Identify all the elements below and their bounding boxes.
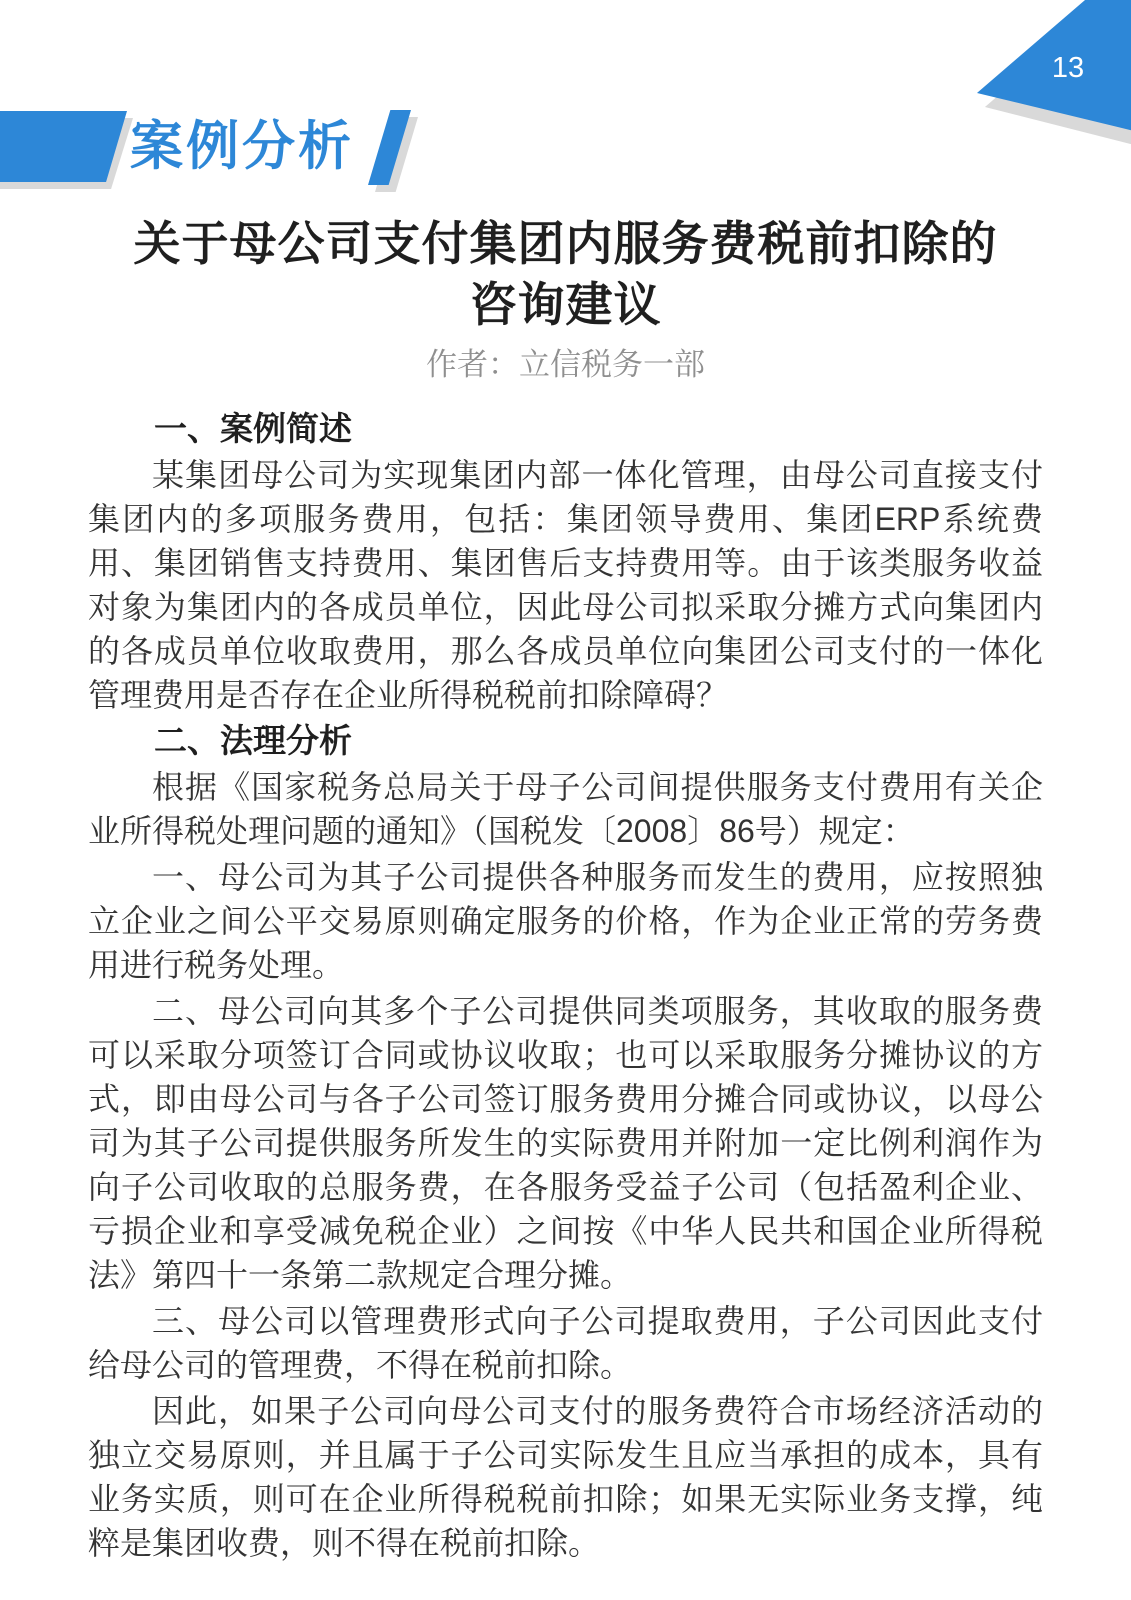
paragraph: 根据《国家税务总局关于母子公司间提供服务支付费用有关企业所得税处理问题的通知》（国税发〔2008〕86号）规定：	[88, 769, 1043, 849]
article	[88, 213, 1043, 1567]
page-number: 13	[1051, 52, 1085, 84]
document-title-line-1: 关于母公司支付集团内服务费税前扣除的	[133, 217, 998, 270]
paragraph: 一、母公司为其子公司提供各种服务而发生的费用，应按照独立企业之间公平交易原则确定服务的价格，作为企业正常的劳务费用进行税务处理。	[88, 859, 1043, 983]
paragraph: 某集团母公司为实现集团内部一体化管理，由母公司直接支付集团内的多项服务费用，包括：集团领导费用、集团ERP系统费用、集团销售支持费用、集团售后支持费用等。由于该类服务收益对象为集团内的各成员单位，因此母公司拟采取分摊方式向集团内的各成员单位收取费用，那么各成员单位向集团公司支付的一体化管理费用是否存在企业所得税税前扣除障碍？	[88, 457, 1043, 713]
section-heading-1: 一、案例简述	[154, 410, 352, 447]
document-title-line-2: 咨询建议	[469, 278, 662, 331]
document-title	[88, 213, 1043, 335]
author-line: 作者：立信税务一部	[426, 347, 705, 382]
paragraph: 二、母公司向其多个子公司提供同类项服务，其收取的服务费可以采取分项签订合同或协议收取；也可以采取服务分摊协议的方式，即由母公司与各子公司签订服务费用分摊合同或协议，以母公司为其子公司提供服务所发生的实际费用并附加一定比例利润作为向子公司收取的总服务费，在各服务受益子公司（包括盈利企业、亏损企业和享受减免税企业）之间按《中华人民共和国企业所得税法》第四十一条第二款规定合理分摊。	[88, 993, 1043, 1293]
banner-left-block	[0, 111, 127, 182]
article-body	[88, 407, 1043, 1565]
corner-page-number-banner	[950, 0, 1131, 155]
paragraph: 三、母公司以管理费形式向子公司提取费用，子公司因此支付给母公司的管理费，不得在税前扣除。	[88, 1303, 1043, 1383]
paragraph: 因此，如果子公司向母公司支付的服务费符合市场经济活动的独立交易原则，并且属于子公司实际发生且应当承担的成本，具有业务实质，则可在企业所得税税前扣除；如果无实际业务支撑，纯粹是集团收费，则不得在税前扣除。	[88, 1393, 1043, 1561]
section-heading-2: 二、法理分析	[154, 722, 352, 759]
banner-title: 案例分析	[130, 117, 354, 176]
